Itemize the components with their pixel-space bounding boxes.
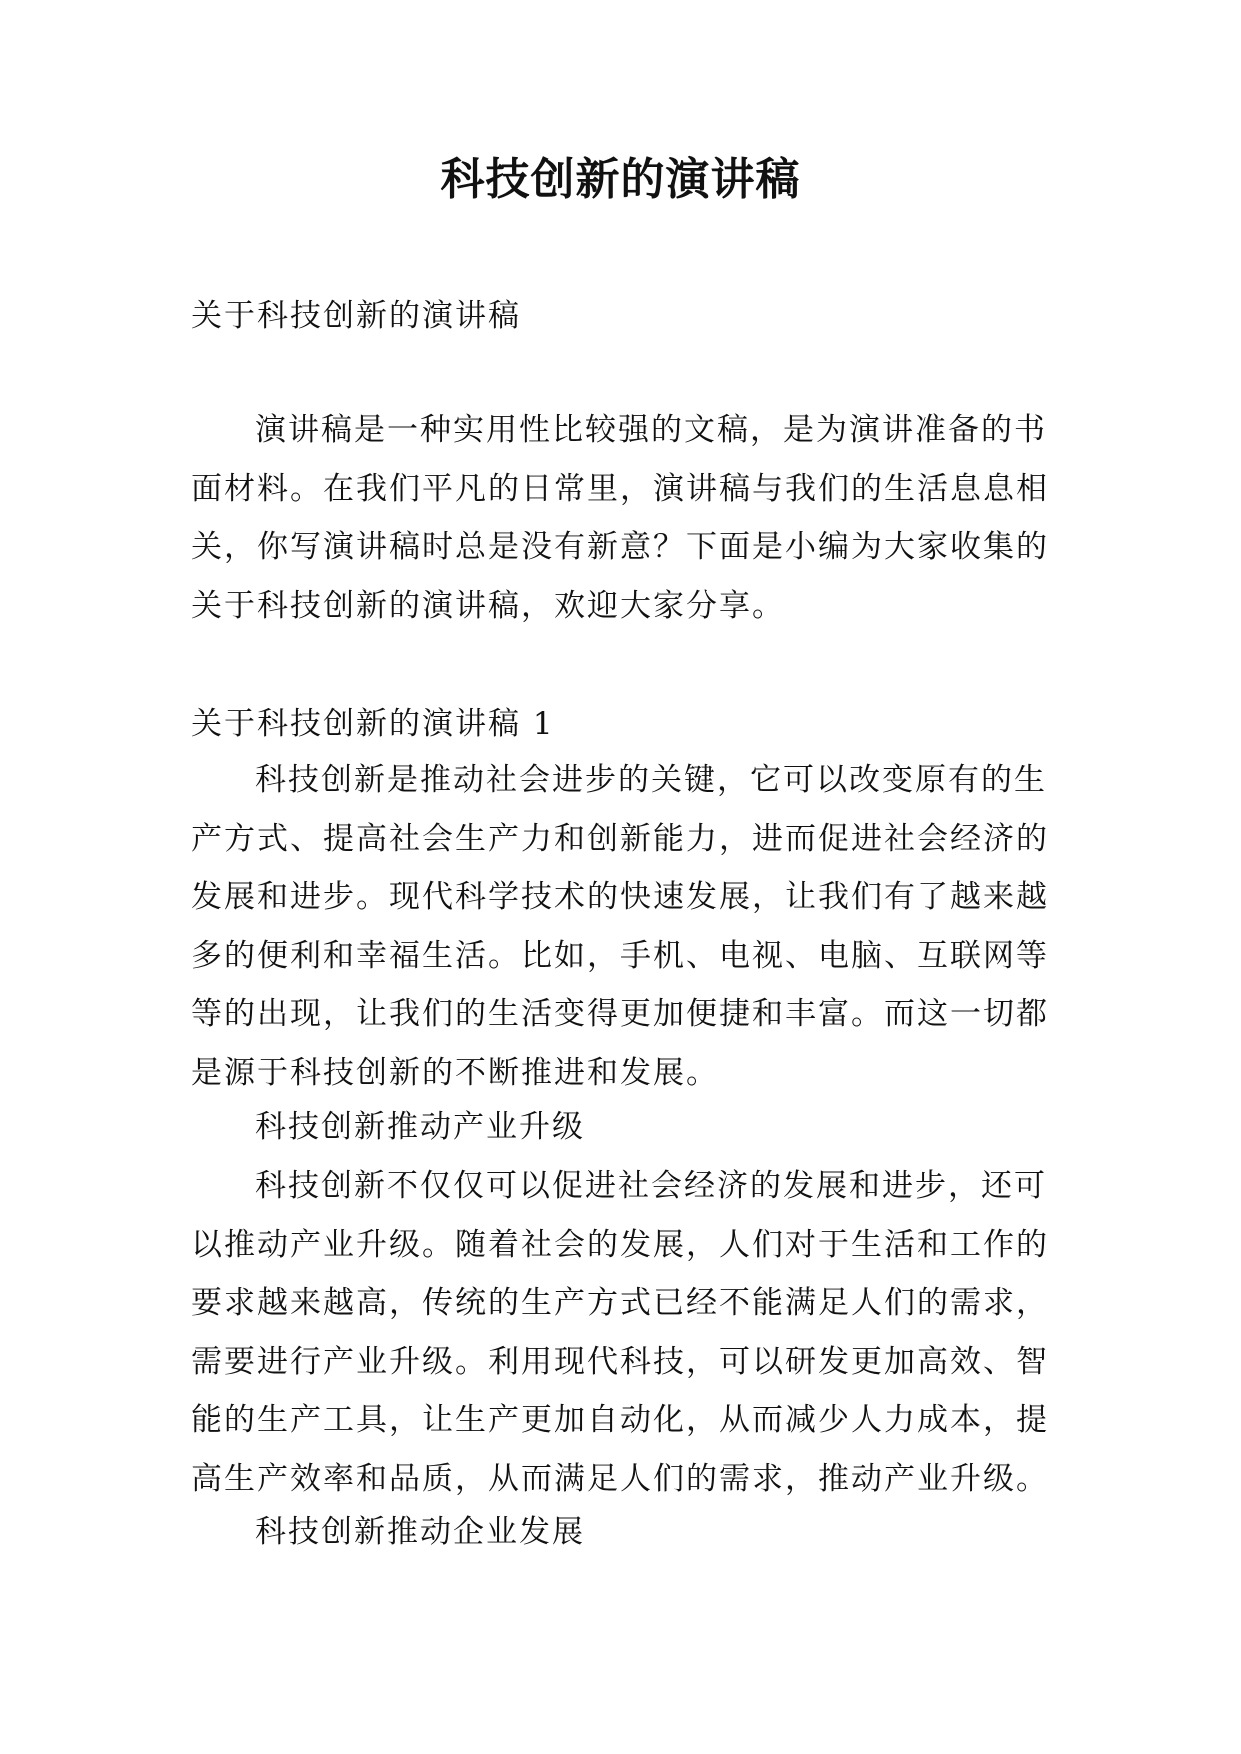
paragraph-line: 需要进行产业升级。利用现代科技，可以研发更加高效、智 bbox=[191, 1343, 1049, 1380]
document-title: 科技创新的演讲稿 bbox=[440, 154, 801, 205]
paragraph-line: 多的便利和幸福生活。比如，手机、电视、电脑、互联网等 bbox=[191, 937, 1049, 974]
paragraph-line: 面材料。在我们平凡的日常里，演讲稿与我们的生活息息相 bbox=[191, 470, 1049, 507]
paragraph-line: 演讲稿是一种实用性比较强的文稿，是为演讲准备的书 bbox=[255, 412, 1047, 448]
paragraph-line: 关于科技创新的演讲稿，欢迎大家分享。 bbox=[191, 587, 785, 624]
paragraph-line: 产方式、提高社会生产力和创新能力，进而促进社会经济的 bbox=[191, 820, 1049, 857]
section1-paragraph bbox=[191, 760, 1071, 1111]
paragraph-line: 等的出现，让我们的生活变得更加便捷和丰富。而这一切都 bbox=[191, 996, 1049, 1032]
intro-paragraph bbox=[191, 410, 1071, 644]
section2-paragraph bbox=[191, 1166, 1071, 1517]
paragraph-line: 以推动产业升级。随着社会的发展，人们对于生活和工作的 bbox=[191, 1226, 1049, 1263]
subheading-enterprise-development: 科技创新推动企业发展 bbox=[255, 1514, 585, 1550]
paragraph-line: 能的生产工具，让生产更加自动化，从而减少人力成本，提 bbox=[191, 1402, 1049, 1438]
subheading-industry-upgrade: 科技创新推动产业升级 bbox=[255, 1109, 585, 1145]
paragraph-line: 科技创新是推动社会进步的关键，它可以改变原有的生 bbox=[255, 762, 1047, 798]
section-heading: 关于科技创新的演讲稿 1 bbox=[191, 706, 555, 742]
paragraph-line: 发展和进步。现代科学技术的快速发展，让我们有了越来越 bbox=[191, 879, 1049, 915]
document-subtitle: 关于科技创新的演讲稿 bbox=[191, 298, 521, 334]
paragraph-line: 关，你写演讲稿时总是没有新意？下面是小编为大家收集的 bbox=[191, 529, 1049, 565]
paragraph-line: 是源于科技创新的不断推进和发展。 bbox=[191, 1054, 719, 1091]
paragraph-line: 科技创新不仅仅可以促进社会经济的发展和进步，还可 bbox=[255, 1168, 1047, 1204]
paragraph-line: 要求越来越高，传统的生产方式已经不能满足人们的需求， bbox=[191, 1285, 1049, 1321]
paragraph-line: 高生产效率和品质，从而满足人们的需求，推动产业升级。 bbox=[191, 1460, 1049, 1497]
